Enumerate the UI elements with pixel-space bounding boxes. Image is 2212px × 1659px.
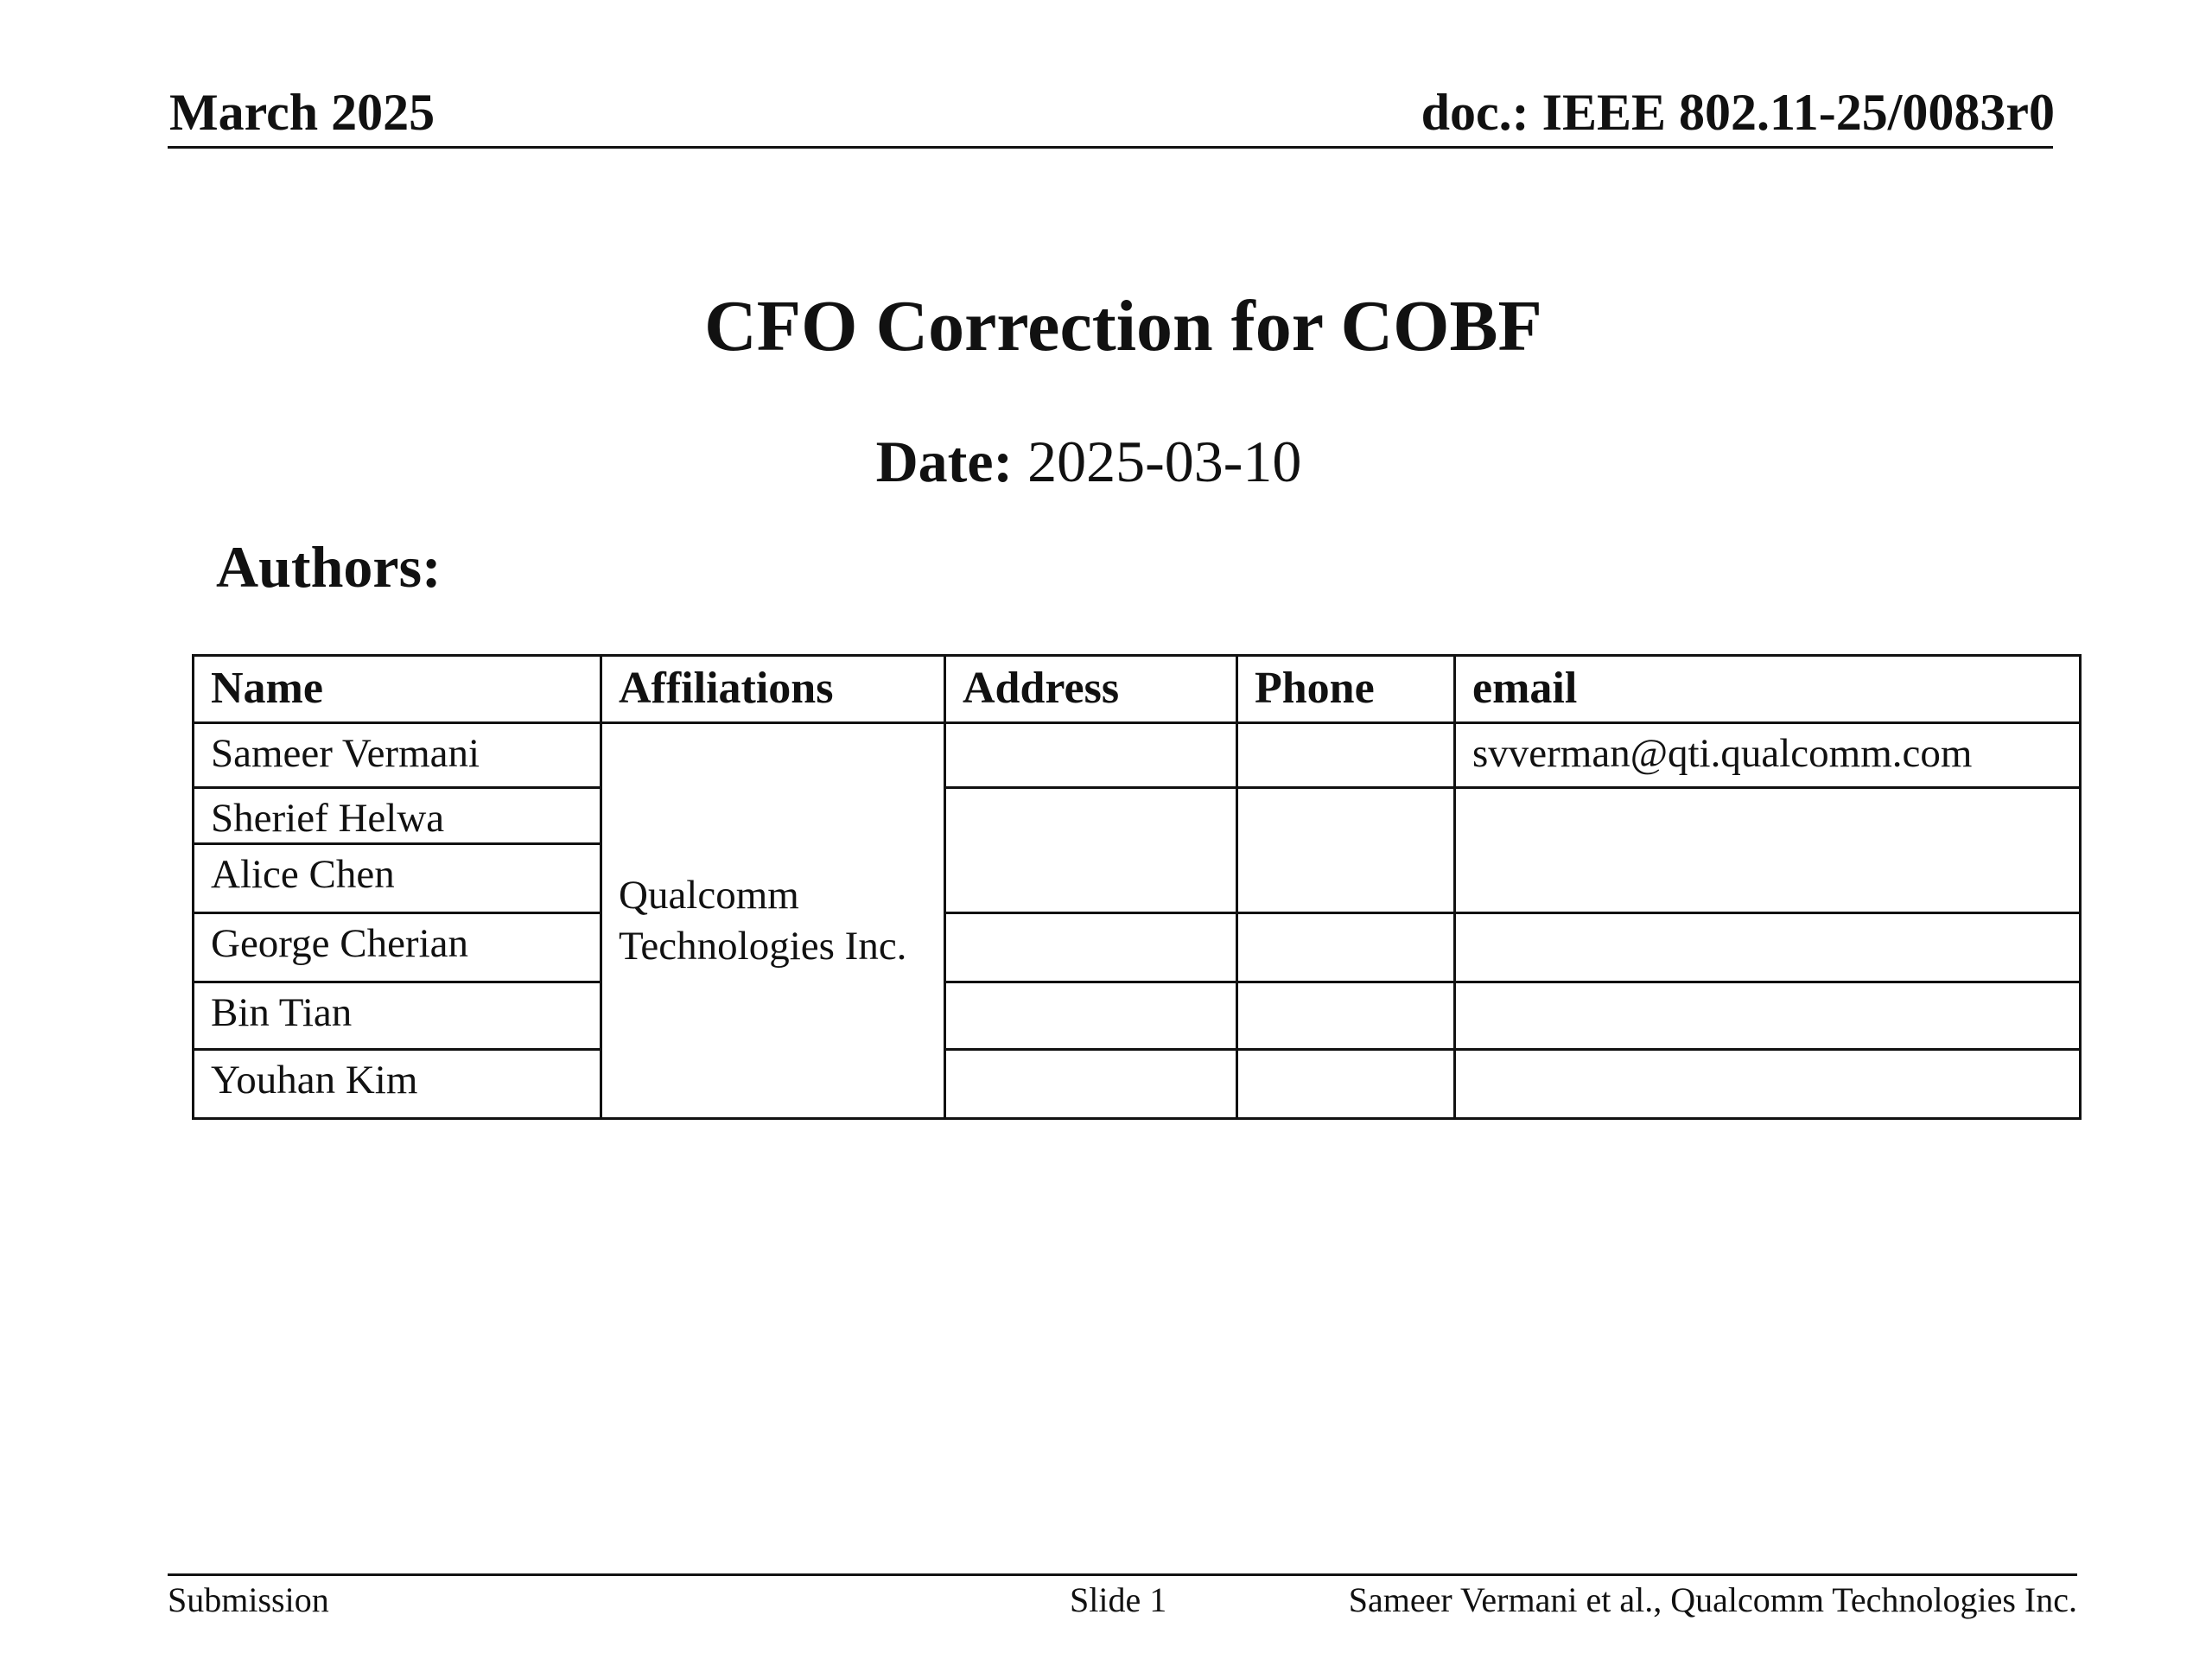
author-address xyxy=(945,723,1237,788)
author-address xyxy=(945,982,1237,1050)
author-address xyxy=(945,1050,1237,1119)
author-phone xyxy=(1237,788,1455,913)
column-header-email: email xyxy=(1455,656,2081,723)
author-email xyxy=(1455,1050,2081,1119)
author-email xyxy=(1455,982,2081,1050)
header-divider xyxy=(168,146,2053,149)
header-doc-id: doc.: IEEE 802.11-25/0083r0 xyxy=(1421,84,2055,141)
author-name: George Cherian xyxy=(194,913,601,982)
author-name: Alice Chen xyxy=(194,844,601,913)
footer-submission: Submission xyxy=(168,1580,329,1619)
footer-divider xyxy=(168,1573,2077,1576)
authors-table xyxy=(192,654,2082,1120)
author-name: Bin Tian xyxy=(194,982,601,1050)
author-affiliation: Qualcomm Technologies Inc. xyxy=(601,723,945,1119)
author-name: Youhan Kim xyxy=(194,1050,601,1119)
table-row xyxy=(194,982,2081,1050)
author-phone xyxy=(1237,1050,1455,1119)
footer-slide-number: Slide 1 xyxy=(1070,1580,1167,1619)
author-name: Sameer Vermani xyxy=(194,723,601,788)
column-header-address: Address xyxy=(945,656,1237,723)
author-phone xyxy=(1237,913,1455,982)
date-label: Date: xyxy=(875,429,1014,494)
authors-heading: Authors: xyxy=(216,534,442,600)
slide-title: CFO Correction for COBF xyxy=(704,286,1542,366)
author-name: Sherief Helwa xyxy=(194,788,601,844)
table-row xyxy=(194,788,2081,844)
authors-table-header-row xyxy=(194,656,2081,723)
column-header-affiliations: Affiliations xyxy=(601,656,945,723)
column-header-name: Name xyxy=(194,656,601,723)
date-line xyxy=(0,429,2177,494)
table-row xyxy=(194,1050,2081,1119)
date-value: 2025-03-10 xyxy=(1027,429,1302,494)
author-email: svverman@qti.qualcomm.com xyxy=(1455,723,2081,788)
column-header-phone: Phone xyxy=(1237,656,1455,723)
author-phone xyxy=(1237,723,1455,788)
author-address xyxy=(945,788,1237,913)
author-email xyxy=(1455,788,2081,913)
table-row xyxy=(194,913,2081,982)
author-phone xyxy=(1237,982,1455,1050)
author-address xyxy=(945,913,1237,982)
header-date: March 2025 xyxy=(169,84,435,141)
author-email xyxy=(1455,913,2081,982)
table-row xyxy=(194,723,2081,788)
footer-authors: Sameer Vermani et al., Qualcomm Technologies Inc. xyxy=(1348,1580,2077,1619)
